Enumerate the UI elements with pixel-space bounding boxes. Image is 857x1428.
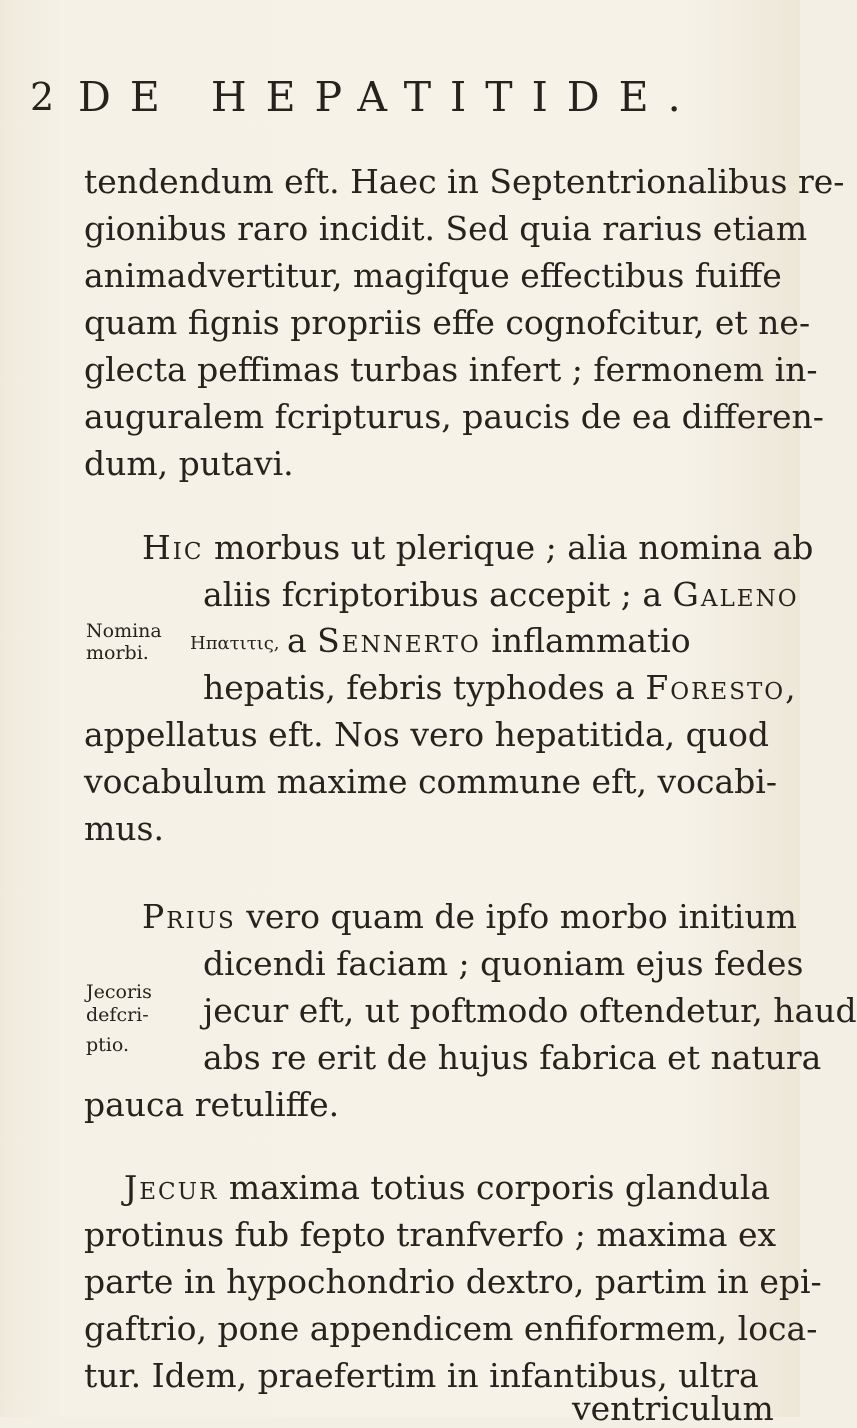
text-line: protinus fub fepto tranfverfo ; maxima ex bbox=[84, 1215, 777, 1254]
text-line: appellatus eft. Nos vero hepatitida, quod bbox=[84, 715, 769, 754]
text-line: quam fignis propriis effe cognofcitur, et ne- bbox=[84, 303, 811, 342]
author-name: Foresto, bbox=[645, 668, 798, 707]
margin-note-line: morbi. bbox=[86, 642, 149, 664]
text-line: auguralem fcripturus, paucis de ea differen- bbox=[84, 397, 824, 436]
text-span: a bbox=[287, 621, 318, 660]
text-line bbox=[124, 1168, 770, 1208]
text-line: mus. bbox=[84, 809, 164, 848]
text-line: vocabulum maxime commune eft, vocabi- bbox=[84, 762, 778, 801]
author-name: Sennerto bbox=[317, 621, 481, 660]
running-title: DE HEPATITIDE. bbox=[78, 73, 700, 121]
greek-word: Ηπατιτις, bbox=[190, 633, 280, 654]
text-span: maxima totius corporis glandula bbox=[218, 1168, 771, 1207]
text-line bbox=[203, 575, 799, 615]
text-line: parte in hypochondrio dextro, partim in epi- bbox=[84, 1262, 822, 1301]
text-line bbox=[203, 668, 798, 708]
margin-note-line: Jecoris bbox=[86, 981, 152, 1003]
initial-word: Prius bbox=[142, 897, 236, 936]
text-span: hepatis, febris typhodes a bbox=[203, 668, 646, 707]
page-number: 2 bbox=[30, 75, 55, 119]
text-span: morbus ut plerique ; alia nomina ab bbox=[203, 528, 814, 567]
text-line: dum, putavi. bbox=[84, 444, 294, 483]
text-line: jecur eft, ut poftmodo oftendetur, haud bbox=[203, 991, 857, 1030]
margin-note-line: Nomina bbox=[86, 620, 162, 642]
margin-note-line: defcri- bbox=[86, 1004, 149, 1026]
initial-word: Hic bbox=[142, 528, 204, 567]
text-line: tur. Idem, praefertim in infantibus, ultra bbox=[84, 1356, 759, 1395]
text-line: tendendum eft. Haec in Septentrionalibus re- bbox=[84, 162, 845, 201]
text-line: abs re erit de hujus fabrica et natura bbox=[203, 1038, 822, 1077]
text-line: gaftrio, pone appendicem enfiformem, loca- bbox=[84, 1309, 818, 1348]
text-span: inflammatio bbox=[480, 621, 691, 660]
text-line: dicendi faciam ; quoniam ejus fedes bbox=[203, 944, 804, 983]
text-line bbox=[142, 528, 813, 568]
catchword: ventriculum bbox=[572, 1389, 774, 1428]
text-line: pauca retuliffe. bbox=[84, 1085, 340, 1124]
running-header bbox=[30, 72, 790, 122]
text-span: aliis fcriptoribus accepit ; a bbox=[203, 575, 673, 614]
author-name: Galeno bbox=[672, 575, 799, 614]
text-line: animadvertitur, magifque effectibus fuiffe bbox=[84, 256, 782, 295]
initial-word: Jecur bbox=[124, 1168, 219, 1207]
margin-note-line: ptio. bbox=[86, 1034, 130, 1056]
text-line: gionibus raro incidit. Sed quia rarius etiam bbox=[84, 209, 808, 248]
text-span: vero quam de ipfo morbo initium bbox=[235, 897, 797, 936]
text-line: glecta peffimas turbas infert ; fermonem in- bbox=[84, 350, 818, 389]
text-line bbox=[287, 621, 691, 661]
text-line bbox=[142, 897, 797, 937]
